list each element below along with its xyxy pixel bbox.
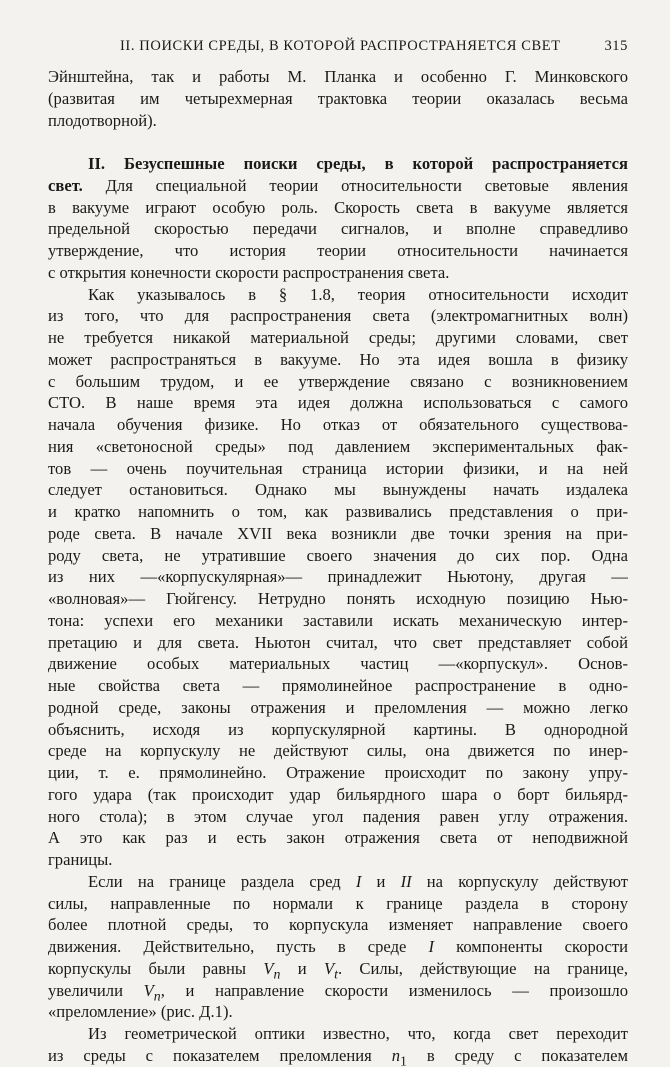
text-line: тов — очень поучительная страница истории физики, и на ней [48,458,628,478]
text-line: тона: успехи его механики заставили искать механическую интер- [48,610,628,630]
text-line [48,1045,628,1067]
text-line: (развитая им четырехмерная трактовка теории оказалась весьма [48,88,628,108]
math-symbol: V [143,980,154,1000]
text-line: ции, т. е. прямолинейно. Отражение происходит по закону упру- [48,763,628,782]
math-subscript: t [334,966,338,980]
text-fragment: корпускулы были равны [48,958,264,978]
page-number: 315 [604,38,628,54]
text-line [48,175,628,197]
text-line: в вакууме играют особую роль. Скорость света в вакууме является [48,197,628,217]
text-line: начала обучения физике. Но отказ от обязательного существова- [48,415,628,434]
text-line: с открытия конечности скорости распространения света. [48,262,450,282]
math-symbol: V [323,958,335,978]
text-fragment: из среды с показателем преломления [48,1045,392,1065]
paragraph-optics [48,1023,628,1067]
text-line: силы, направленные по нормали к границе раздела в сторону [48,893,628,913]
text-line [48,958,628,980]
text-fragment: движения. Действительно, пусть в среде [48,937,429,956]
text-line: Из геометрической оптики известно, что, когда свет переходит [88,1024,628,1043]
section-heading: II. Безуспешные поиски среды, в которой распространяется [88,154,628,173]
text-fragment: на корпускулу действуют [411,871,628,891]
text-line: гого удара (так происходит удар бильярдного шара о борт бильярд- [48,784,628,804]
text-fragment: и [361,871,401,891]
text-line: «преломление» (рис. Д.1). [48,1002,233,1022]
text-fragment: Если на границе раздела сред [88,871,356,891]
paragraph-corpuscular [48,284,628,871]
text-fragment: , и направление скорости изменилось — произошло [160,980,628,1000]
text-line [48,980,628,1002]
math-symbol: n [391,1045,401,1065]
text-line: границы. [48,850,113,869]
math-symbol: V [263,958,274,978]
text-line: ного стола); в этом случае угол падения равен углу отражения. [48,806,628,826]
medium-label: I [428,937,435,956]
text-line [48,871,628,893]
text-line: следует остановиться. Однако мы вынуждены начать издалека [48,480,628,500]
math-subscript: 1 [400,1053,407,1067]
page-body [48,66,628,1067]
text-line: «волновая»— Гюйгенсу. Нетрудно понять исходную позицию Нью- [48,589,628,608]
text-line: и кратко напомнить о том, как развивались представления о при- [48,502,628,521]
paragraph-refraction [48,871,628,1023]
text-line: утверждение, что история теории относительности начинается [48,241,628,260]
text-fragment: увеличили [48,980,144,1000]
text-line: плодотворной). [48,110,157,130]
text-line: Эйнштейна, так и работы М. Планка и особенно Г. Минковского [48,67,628,86]
text-line: ния «светоносной среды» под давлением экспериментальных фак- [48,436,628,456]
text-line: может распространяться в вакууме. Но эта идея вошла в физику [48,349,628,369]
medium-label: I [355,871,362,891]
math-subscript: n [153,987,161,1002]
text-line: роде света. В начале XVII века возникли две точки зрения на при- [48,523,628,543]
text-fragment: и [280,958,324,978]
text-line: более плотной среды, то корпускула изменяет направление своего [48,915,628,935]
text-line: объяснить, исходя из корпускулярной картины. В однородной [48,719,628,739]
text-line [48,936,628,958]
text-line: родной среде, законы отражения и преломления — можно легко [48,697,628,717]
text-fragment: в среду с показателем [406,1045,628,1065]
text-line: из того, что для распространения света (электромагнитных волн) [48,306,628,326]
text-line: роду света, не утратившие своего значения до сих пор. Одна [48,545,628,565]
section-heading-end: свет. [48,175,83,195]
running-header [48,38,628,55]
text-fragment: . Силы, действующие на границе, [337,958,628,978]
text-line: не требуется никакой материальной среды; другими словами, свет [48,328,628,347]
text-line: Как указывалось в § 1.8, теория относительности исходит [88,284,628,304]
text-line: с большим трудом, и ее утверждение связано с возникновением [48,371,628,391]
text-line: СТО. В наше время эта идея должна использоваться с самого [48,393,628,413]
math-subscript: n [273,966,281,980]
text-fragment: компоненты скорости [434,937,628,956]
text-line: из них —«корпускулярная»— принадлежит Ньютону, другая — [48,567,628,587]
text-line: предельной скоростью передачи сигналов, и вполне справедливо [48,219,628,239]
medium-label: II [400,871,412,891]
text-line: среде на корпускулу не действуют силы, она движется по инер- [48,741,628,761]
text-fragment: Для специальной теории относительности световые явления [82,175,628,195]
text-line: ные свойства света — прямолинейное распространение в одно- [48,676,628,695]
section-paragraph [48,153,628,284]
running-title: II. ПОИСКИ СРЕДЫ, В КОТОРОЙ РАСПРОСТРАНЯЕТСЯ СВЕТ [120,38,561,54]
text-line: А это как раз и есть закон отражения света от неподвижной [48,828,628,848]
text-line: претацию и для света. Ньютон считал, что свет представляет собой [48,632,628,652]
paragraph-continued [48,66,628,131]
text-line: движение особых материальных частиц —«корпускул». Основ- [48,654,628,674]
